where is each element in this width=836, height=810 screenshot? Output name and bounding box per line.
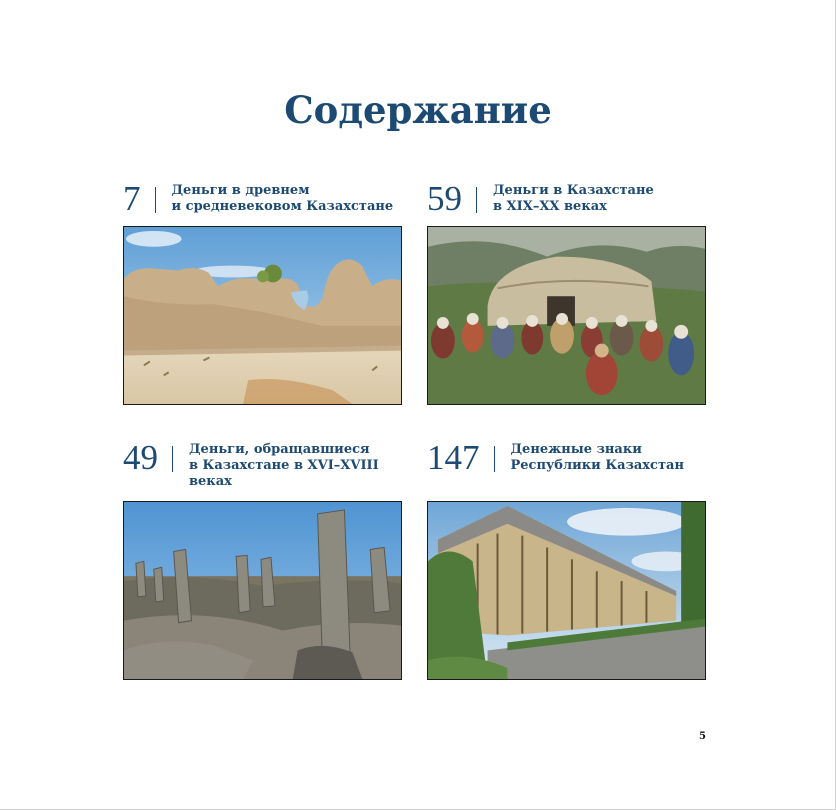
toc-title: Денежные знаки Республики Казахстан bbox=[510, 442, 684, 473]
toc-entry-ancient[interactable] bbox=[123, 179, 401, 227]
toc-entry-16-18-century[interactable] bbox=[123, 438, 401, 489]
page-number: 5 bbox=[699, 731, 706, 742]
toc-page-number: 7 bbox=[123, 179, 141, 218]
toc-entry-19-20-century[interactable] bbox=[427, 179, 705, 227]
toc-divider bbox=[172, 446, 173, 472]
toc-title: Деньги в Казахстане в XIX–XX веках bbox=[493, 183, 654, 214]
toc-divider bbox=[494, 446, 495, 472]
toc-page-number: 147 bbox=[427, 438, 480, 477]
toc-title: Деньги в древнем и средневековом Казахстане bbox=[171, 183, 394, 214]
toc-page-number: 59 bbox=[427, 179, 462, 218]
toc-page-number: 49 bbox=[123, 438, 158, 477]
toc-title: Деньги, обращавшиеся в Казахстане в XVI–XVIII веках bbox=[189, 442, 379, 489]
toc-divider bbox=[476, 187, 477, 213]
national-bank-building-photo bbox=[427, 501, 706, 680]
toc-divider bbox=[155, 187, 156, 213]
ancient-ruins-photo bbox=[123, 226, 402, 405]
toc-entry-republic[interactable] bbox=[427, 438, 705, 486]
ancient-cemetery-photo bbox=[123, 501, 402, 680]
page-title: Содержание bbox=[284, 88, 552, 132]
yurt-nomads-photo bbox=[427, 226, 706, 405]
